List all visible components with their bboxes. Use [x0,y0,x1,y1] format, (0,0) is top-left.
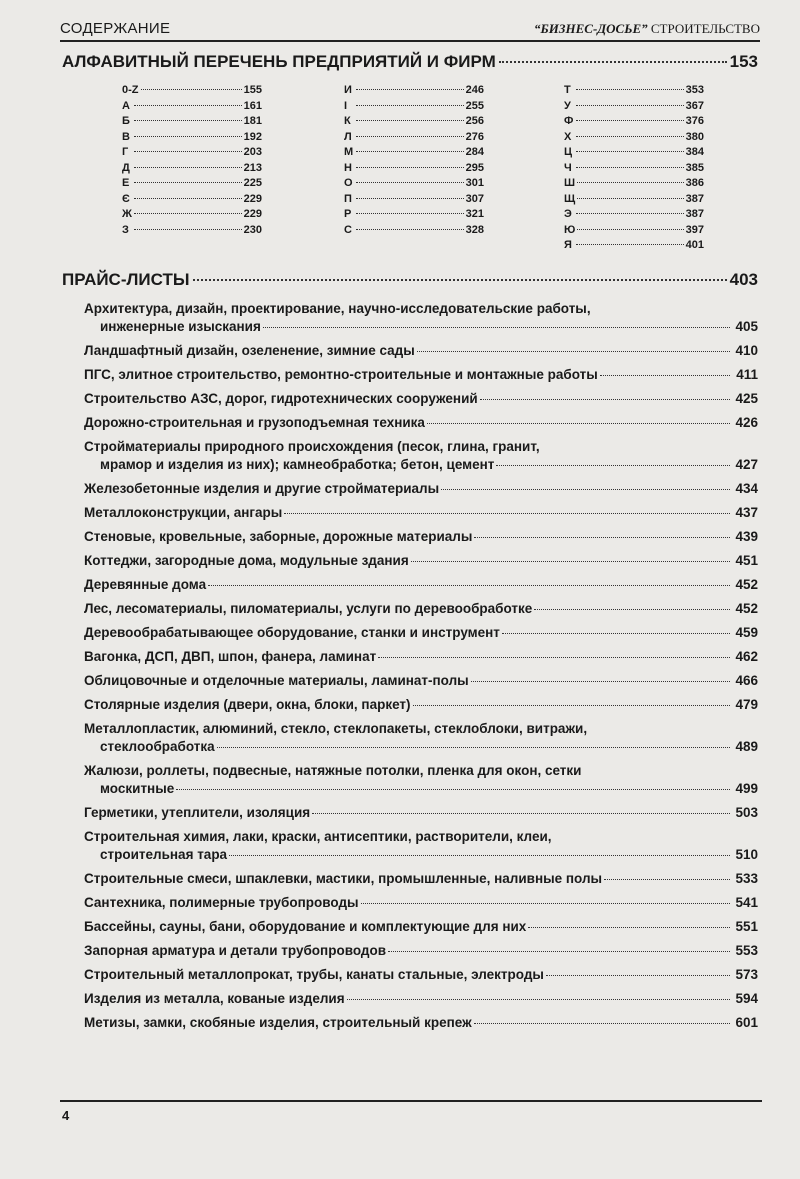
entry-title: Дорожно-строительная и грузоподъемная техника [84,415,425,430]
entry-page: 462 [735,649,758,664]
alphabet-entry [564,131,704,147]
alphabet-entry [564,100,704,116]
toc-entry [84,990,758,1008]
alphabet-page: 328 [465,223,484,236]
alphabet-letter: М [344,146,354,158]
entry-title-row [84,648,758,666]
alphabet-entry [122,84,262,100]
toc-entry [84,1014,758,1032]
entry-page: 601 [735,1015,758,1030]
toc-entry [84,918,758,936]
toc-entry [84,438,758,474]
toc-entry [84,366,758,384]
entry-title: Вагонка, ДСП, ДВП, шпон, фанера, ламинат [84,649,377,664]
leader-dots [347,999,730,1000]
entry-page: 452 [735,577,758,592]
alphabet-page: 397 [685,223,704,236]
alphabet-entry [122,208,262,224]
entry-title: стеклообработка [100,739,215,754]
alphabet-page: 301 [465,177,484,189]
alphabet-letter: В [122,130,130,143]
entry-title-row [84,942,758,960]
toc-entry [84,966,758,984]
entry-title: Сантехника, полимерные трубопроводы [84,895,359,910]
entry-page: 411 [736,367,758,382]
section-heading-price-lists [62,270,758,290]
leader-dots [496,465,730,466]
entry-title-row [84,390,758,408]
alphabet-page: 353 [685,84,704,96]
toc-entry [84,672,758,690]
leader-dots [417,351,730,352]
alphabet-letter: І [344,99,348,112]
toc-entry [84,480,758,498]
leader-dots [577,182,684,183]
section-page: 153 [729,52,758,71]
entry-title-row [84,480,758,498]
entry-page: 405 [735,319,758,334]
entry-page: 541 [735,895,758,910]
leader-dots [134,198,242,199]
toc-entry [84,576,758,594]
alphabet-entry [564,208,704,224]
leader-dots [208,585,730,586]
entry-title-row [84,870,758,888]
entry-title-row [84,894,758,912]
entry-title-row [84,918,758,936]
alphabet-entry [122,115,262,131]
leader-dots [176,789,730,790]
page-number: 4 [62,1108,70,1123]
entry-title: Деревообрабатывающее оборудование, станки и инструмент [84,625,500,640]
leader-dots [528,927,730,928]
entry-title: Облицовочные и отделочные материалы, ламинат-полы [84,673,469,688]
toc-entry [84,828,758,864]
toc-entry [84,696,758,714]
alphabet-letter: Е [122,177,130,189]
alphabet-page: 384 [685,146,704,158]
leader-dots [576,244,684,245]
toc-entry [84,552,758,570]
leader-dots [474,537,730,538]
running-header [60,18,760,42]
leader-dots [193,279,727,281]
leader-dots [356,136,464,137]
alphabet-letter: Р [344,208,352,220]
alphabet-entry [344,162,484,178]
leader-dots [576,136,684,137]
alphabet-entry [122,224,262,240]
leader-dots [312,813,730,814]
entry-page: 479 [735,697,758,712]
leader-dots [546,975,730,976]
leader-dots [356,89,464,90]
leader-dots [356,151,464,152]
entry-title: Деревянные дома [84,577,207,592]
price-list-entries [84,300,758,1038]
leader-dots [411,561,730,562]
entry-title-row [84,414,758,432]
entry-title-row [84,504,758,522]
alphabet-letter: Є [122,192,130,205]
footer-rule [60,1100,762,1102]
alphabet-entry [344,84,484,100]
entry-title-row [84,966,758,984]
entry-page: 499 [735,781,758,796]
alphabet-page: 230 [243,223,262,236]
alphabet-entry [344,146,484,162]
entry-title: Железобетонные изделия и другие стройматериалы [84,481,440,496]
toc-entry [84,870,758,888]
leader-dots [471,681,730,682]
toc-entry [84,504,758,522]
alphabet-letter: Н [344,161,352,174]
leader-dots [576,105,684,106]
entry-page: 489 [735,739,758,754]
entry-title: Металлоконструкции, ангары [84,505,283,520]
header-brand: “БИЗНЕС-ДОСЬЕ” [534,21,648,36]
entry-page: 533 [735,871,758,886]
entry-title-row [84,600,758,618]
entry-title: Коттеджи, загородные дома, модульные здания [84,553,409,568]
alphabet-letter: Я [564,239,572,251]
leader-dots [134,182,242,183]
entry-title-row [84,528,758,546]
entry-title: ПГС, элитное строительство, ремонтно-строительные и монтажные работы [84,367,598,382]
alphabet-letter: Ю [564,223,576,236]
alphabet-page: 401 [685,239,704,251]
entry-title-row [84,696,758,714]
entry-title-row [84,624,758,642]
entry-title: Изделия из металла, кованые изделия [84,991,345,1006]
header-publication-title [534,21,760,37]
toc-entry [84,648,758,666]
leader-dots [576,120,684,121]
alphabet-entry [564,239,704,255]
alphabet-page: 255 [465,99,484,112]
entry-page: 510 [735,847,758,862]
leader-dots [356,182,464,183]
alphabet-page: 229 [243,208,262,220]
alphabet-entry [564,193,704,209]
toc-entry [84,624,758,642]
entry-title: Запорная арматура и детали трубопроводов [84,943,386,958]
entry-title-row [84,342,758,360]
alphabet-page: 367 [685,99,704,112]
toc-entry [84,342,758,360]
entry-title-line1: Металлопластик, алюминий, стекло, стеклопакеты, стеклоблоки, витражи, [84,721,588,736]
alphabet-column-2 [344,84,484,239]
entry-title: строительная тара [100,847,228,862]
alphabet-page: 380 [685,130,704,143]
alphabet-letter: И [344,84,352,96]
entry-title: Лес, лесоматериалы, пиломатериалы, услуги по деревообработке [84,601,533,616]
leader-dots [141,89,242,90]
alphabet-column-1 [122,84,262,239]
alphabet-letter: Х [564,130,572,143]
entry-title: Строительный металлопрокат, трубы, канаты стальные, электроды [84,967,544,982]
alphabet-letter: Ц [564,146,573,158]
alphabet-page: 155 [243,84,262,96]
leader-dots [134,105,242,106]
leader-dots [134,167,242,168]
alphabet-letter: Т [564,84,571,96]
alphabet-entry [344,131,484,147]
entry-page: 451 [735,553,758,568]
alphabet-page: 256 [465,115,484,127]
alphabet-entry [122,162,262,178]
entry-page: 425 [735,391,758,406]
alphabet-entry [122,100,262,116]
entry-title-row [84,552,758,570]
alphabet-letter: Ч [564,161,572,174]
leader-dots [356,213,464,214]
entry-page: 466 [735,673,758,688]
alphabet-letter: П [344,192,352,205]
alphabet-letter: Ш [564,177,576,189]
alphabet-entry [564,162,704,178]
alphabet-column-3 [564,84,704,255]
alphabet-entry [344,115,484,131]
leader-dots [361,903,730,904]
entry-page: 594 [735,991,758,1006]
alphabet-page: 213 [243,161,262,174]
alphabet-entry [564,224,704,240]
entry-page: 437 [735,505,758,520]
alphabet-entry [344,224,484,240]
toc-entry [84,600,758,618]
leader-dots [413,705,730,706]
leader-dots [604,879,730,880]
alphabet-page: 246 [465,84,484,96]
leader-dots [534,609,730,610]
alphabet-entry [344,193,484,209]
toc-entry [84,528,758,546]
leader-dots [134,151,242,152]
leader-dots [356,167,464,168]
alphabet-entry [122,193,262,209]
alphabet-page: 181 [243,115,262,127]
alphabet-entry [344,100,484,116]
leader-dots [427,423,730,424]
toc-entry [84,894,758,912]
entry-title: москитные [100,781,175,796]
header-subject: СТРОИТЕЛЬСТВО [650,21,760,36]
entry-title: Строительство АЗС, дорог, гидротехнических сооружений [84,391,478,406]
alphabet-page: 284 [465,146,484,158]
entry-title-line1: Жалюзи, роллеты, подвесные, натяжные потолки, пленка для окон, сетки [84,763,582,778]
alphabet-page: 225 [243,177,262,189]
alphabet-page: 203 [243,146,262,158]
alphabet-entry [344,208,484,224]
toc-entry [84,390,758,408]
leader-dots [480,399,730,400]
entry-title-line1: Стройматериалы природного происхождения (песок, глина, гранит, [84,439,540,454]
alphabet-letter: Щ [564,192,576,205]
alphabet-letter: С [344,223,352,236]
entry-page: 439 [735,529,758,544]
entry-title-row [84,990,758,1008]
leader-dots [577,198,683,199]
leader-dots [388,951,730,952]
alphabet-entry [122,146,262,162]
leader-dots [576,213,684,214]
entry-title: Метизы, замки, скобяные изделия, строительный крепеж [84,1015,472,1030]
alphabet-letter: А [122,99,130,112]
entry-title-row [84,846,758,864]
alphabet-letter: 0-Z [122,84,139,96]
leader-dots [441,489,730,490]
alphabet-page: 161 [243,99,262,112]
leader-dots [217,747,730,748]
alphabet-page: 307 [465,192,484,205]
entry-page: 573 [735,967,758,982]
alphabet-entry [564,146,704,162]
header-section-title: СОДЕРЖАНИЕ [60,20,171,37]
alphabet-page: 385 [685,161,704,174]
alphabet-entry [564,84,704,100]
leader-dots [229,855,730,856]
entry-title: Стеновые, кровельные, заборные, дорожные материалы [84,529,473,544]
alphabet-page: 229 [243,192,262,205]
section-heading-alphabetical [62,52,758,72]
entry-title-row [84,1014,758,1032]
entry-title-row [84,738,758,756]
entry-page: 553 [735,943,758,958]
alphabet-entry [122,177,262,193]
entry-title-row [84,576,758,594]
alphabet-entry [564,177,704,193]
entry-title-row [84,780,758,798]
leader-dots [474,1023,730,1024]
leader-dots [356,198,464,199]
leader-dots [378,657,730,658]
alphabet-page: 387 [685,192,704,205]
entry-page: 459 [735,625,758,640]
entry-page: 503 [735,805,758,820]
alphabet-letter: Б [122,115,130,127]
entry-title: Столярные изделия (двери, окна, блоки, паркет) [84,697,411,712]
alphabet-letter: З [122,223,129,236]
alphabet-letter: У [564,99,571,112]
alphabet-letter: Г [122,146,129,158]
leader-dots [134,229,242,230]
alphabet-page: 192 [243,130,262,143]
entry-title-line1: Архитектура, дизайн, проектирование, научно-исследовательские работы, [84,301,591,316]
alphabet-page: 376 [685,115,704,127]
alphabet-page: 276 [465,130,484,143]
leader-dots [600,375,730,376]
entry-title-row [84,672,758,690]
leader-dots [356,120,464,121]
section-title: ПРАЙС-ЛИСТЫ [62,270,190,289]
entry-title-row [84,318,758,336]
leader-dots [134,136,242,137]
alphabet-letter: О [344,177,353,189]
alphabet-entry [564,115,704,131]
entry-title: мрамор и изделия из них); камнеобработка; бетон, цемент [100,457,495,472]
leader-dots [502,633,730,634]
alphabet-entry [122,131,262,147]
toc-entry [84,804,758,822]
toc-entry [84,300,758,336]
toc-entry [84,762,758,798]
alphabet-letter: Э [564,208,572,220]
alphabet-letter: Л [344,130,352,143]
alphabet-letter: К [344,115,351,127]
entry-page: 427 [735,457,758,472]
leader-dots [356,105,464,106]
entry-title: Ландшафтный дизайн, озеленение, зимние сады [84,343,415,358]
toc-entry [84,942,758,960]
section-page: 403 [729,270,758,289]
entry-title-row [84,804,758,822]
leader-dots [576,151,684,152]
entry-title: инженерные изыскания [100,319,261,334]
entry-title: Строительные смеси, шпаклевки, мастики, промышленные, наливные полы [84,871,603,886]
leader-dots [263,327,730,328]
alphabet-page: 387 [685,208,704,220]
section-title: АЛФАВИТНЫЙ ПЕРЕЧЕНЬ ПРЕДПРИЯТИЙ И ФИРМ [62,52,496,71]
alphabet-page: 295 [465,161,484,174]
leader-dots [284,513,730,514]
entry-title-row [84,366,758,384]
entry-page: 551 [735,919,758,934]
alphabet-letter: Д [122,161,130,174]
leader-dots [499,61,727,63]
alphabet-letter: Ж [122,208,132,220]
leader-dots [134,120,242,121]
entry-page: 426 [735,415,758,430]
leader-dots [577,229,683,230]
leader-dots [134,213,242,214]
entry-page: 410 [735,343,758,358]
entry-title: Бассейны, сауны, бани, оборудование и комплектующие для них [84,919,527,934]
alphabet-entry [344,177,484,193]
entry-page: 434 [735,481,758,496]
leader-dots [576,167,684,168]
alphabet-letter: Ф [564,115,574,127]
entry-title-line1: Строительная химия, лаки, краски, антисептики, растворители, клеи, [84,829,552,844]
alphabet-page: 386 [685,177,704,189]
leader-dots [356,229,464,230]
entry-title: Герметики, утеплители, изоляция [84,805,311,820]
entry-title-row [84,456,758,474]
alphabet-page: 321 [465,208,484,220]
toc-entry [84,414,758,432]
entry-page: 452 [735,601,758,616]
toc-entry [84,720,758,756]
leader-dots [576,89,684,90]
